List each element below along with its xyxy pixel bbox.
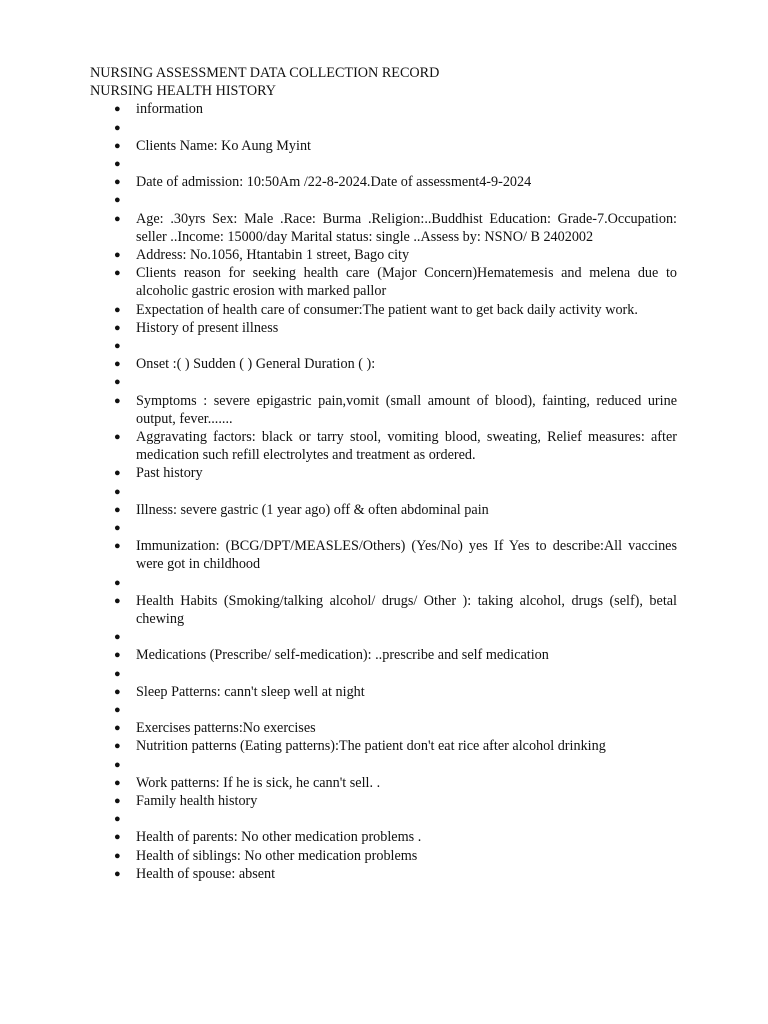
list-item-text: Age: .30yrs Sex: Male .Race: Burma .Religion:..Buddhist Education: Grade-7.Occupation: seller ..Income: 15000/day Marital status: single ..Assess by: NSNO/ B 2402002 bbox=[136, 210, 677, 245]
list-item-text: Exercises patterns:No exercises bbox=[136, 720, 316, 737]
list-item-text: Family health history bbox=[136, 792, 258, 809]
list-item bbox=[90, 756, 677, 774]
list-item bbox=[90, 337, 677, 355]
list-item bbox=[90, 246, 677, 264]
bullet-icon: ● bbox=[114, 303, 121, 316]
list-item bbox=[90, 173, 677, 191]
bullet-icon: ● bbox=[114, 248, 121, 261]
list-item-text: Past history bbox=[136, 465, 203, 482]
bullet-icon: ● bbox=[114, 121, 121, 134]
list-item bbox=[90, 537, 677, 573]
bullet-icon: ● bbox=[114, 103, 121, 116]
list-item bbox=[90, 592, 677, 628]
list-item-text: Nutrition patterns (Eating patterns):The patient don't eat rice after alcohol drinking bbox=[136, 738, 606, 755]
bullet-icon: ● bbox=[114, 722, 121, 735]
bullet-icon: ● bbox=[114, 430, 121, 443]
health-history-list bbox=[90, 100, 677, 883]
list-item-text: Expectation of health care of consumer:The patient want to get back daily activity work. bbox=[136, 301, 638, 318]
bullet-icon: ● bbox=[114, 849, 121, 862]
bullet-icon: ● bbox=[114, 321, 121, 334]
list-item bbox=[90, 792, 677, 810]
bullet-icon: ● bbox=[114, 758, 121, 771]
list-item bbox=[90, 665, 677, 683]
bullet-icon: ● bbox=[114, 740, 121, 753]
list-item-text: Health Habits (Smoking/talking alcohol/ drugs/ Other ): taking alcohol, drugs (self), betal chewing bbox=[136, 592, 677, 627]
list-item bbox=[90, 683, 677, 701]
document-page bbox=[90, 64, 677, 883]
list-item bbox=[90, 319, 677, 337]
list-item bbox=[90, 847, 677, 865]
list-item bbox=[90, 828, 677, 846]
bullet-icon: ● bbox=[114, 685, 121, 698]
bullet-icon: ● bbox=[114, 503, 121, 516]
list-item bbox=[90, 355, 677, 373]
bullet-icon: ● bbox=[114, 867, 121, 880]
bullet-icon: ● bbox=[114, 776, 121, 789]
list-item-text: Aggravating factors: black or tarry stool, vomiting blood, sweating, Relief measures: after medication such refill electrolytes and treatment as ordered. bbox=[136, 428, 677, 464]
list-item bbox=[90, 628, 677, 646]
list-item bbox=[90, 574, 677, 592]
list-item-text: Work patterns: If he is sick, he cann't sell. . bbox=[136, 774, 381, 791]
bullet-icon: ● bbox=[114, 194, 121, 207]
bullet-icon: ● bbox=[114, 794, 121, 807]
bullet-icon: ● bbox=[114, 485, 121, 498]
list-item bbox=[90, 301, 677, 319]
list-item bbox=[90, 719, 677, 737]
bullet-icon: ● bbox=[114, 594, 121, 607]
list-item-text: Date of admission: 10:50Am /22-8-2024.Date of assessment4-9-2024 bbox=[136, 174, 532, 191]
bullet-icon: ● bbox=[114, 376, 121, 389]
list-item bbox=[90, 810, 677, 828]
list-item bbox=[90, 373, 677, 391]
bullet-icon: ● bbox=[114, 831, 121, 844]
bullet-icon: ● bbox=[114, 649, 121, 662]
bullet-icon: ● bbox=[114, 139, 121, 152]
list-item-text: Clients reason for seeking health care (Major Concern)Hematemesis and melena due to alcoholic gastric erosion with marked pallor bbox=[136, 265, 677, 300]
document-subtitle: NURSING HEALTH HISTORY bbox=[90, 83, 277, 100]
bullet-icon: ● bbox=[114, 267, 121, 280]
bullet-icon: ● bbox=[114, 576, 121, 589]
list-item-text: Onset :( ) Sudden ( ) General Duration ( ): bbox=[136, 356, 376, 373]
list-item-text: information bbox=[136, 101, 203, 118]
list-item-text: Sleep Patterns: cann't sleep well at night bbox=[136, 683, 365, 700]
bullet-icon: ● bbox=[114, 521, 121, 534]
bullet-icon: ● bbox=[114, 467, 121, 480]
list-item-text: Health of spouse: absent bbox=[136, 865, 276, 882]
list-item bbox=[90, 519, 677, 537]
list-item bbox=[90, 464, 677, 482]
list-item-text: Immunization: (BCG/DPT/MEASLES/Others) (Yes/No) yes If Yes to describe:All vaccines were got in childhood bbox=[136, 538, 677, 573]
bullet-icon: ● bbox=[114, 176, 121, 189]
list-item-text: Address: No.1056, Htantabin 1 street, Bago city bbox=[136, 246, 410, 263]
list-item bbox=[90, 137, 677, 155]
list-item-text: Symptoms : severe epigastric pain,vomit (small amount of blood), fainting, reduced urine output, fever....... bbox=[136, 392, 677, 427]
bullet-icon: ● bbox=[114, 667, 121, 680]
list-item-text: Clients Name: Ko Aung Myint bbox=[136, 137, 311, 154]
list-item bbox=[90, 191, 677, 209]
list-item bbox=[90, 100, 677, 118]
list-item-text: Health of siblings: No other medication problems bbox=[136, 847, 418, 864]
bullet-icon: ● bbox=[114, 703, 121, 716]
bullet-icon: ● bbox=[114, 158, 121, 170]
bullet-icon: ● bbox=[114, 540, 121, 553]
list-item bbox=[90, 210, 677, 246]
bullet-icon: ● bbox=[114, 358, 121, 371]
list-item bbox=[90, 428, 677, 464]
list-item bbox=[90, 119, 677, 137]
list-item bbox=[90, 155, 677, 173]
bullet-icon: ● bbox=[114, 212, 121, 225]
bullet-icon: ● bbox=[114, 813, 121, 826]
document-title: NURSING ASSESSMENT DATA COLLECTION RECORD bbox=[90, 65, 440, 81]
list-item bbox=[90, 264, 677, 300]
list-item bbox=[90, 501, 677, 519]
bullet-icon: ● bbox=[114, 631, 121, 644]
list-item bbox=[90, 865, 677, 883]
list-item-text: Illness: severe gastric (1 year ago) off & often abdominal pain bbox=[136, 501, 489, 518]
bullet-icon: ● bbox=[114, 340, 121, 352]
list-item bbox=[90, 392, 677, 428]
list-item bbox=[90, 701, 677, 719]
list-item-text: Medications (Prescribe/ self-medication): ..prescribe and self medication bbox=[136, 647, 549, 664]
list-item-text: History of present illness bbox=[136, 319, 279, 336]
list-item bbox=[90, 483, 677, 501]
bullet-icon: ● bbox=[114, 394, 121, 407]
list-item bbox=[90, 774, 677, 792]
list-item bbox=[90, 737, 677, 755]
list-item-text: Health of parents: No other medication problems . bbox=[136, 829, 422, 846]
list-item bbox=[90, 646, 677, 664]
